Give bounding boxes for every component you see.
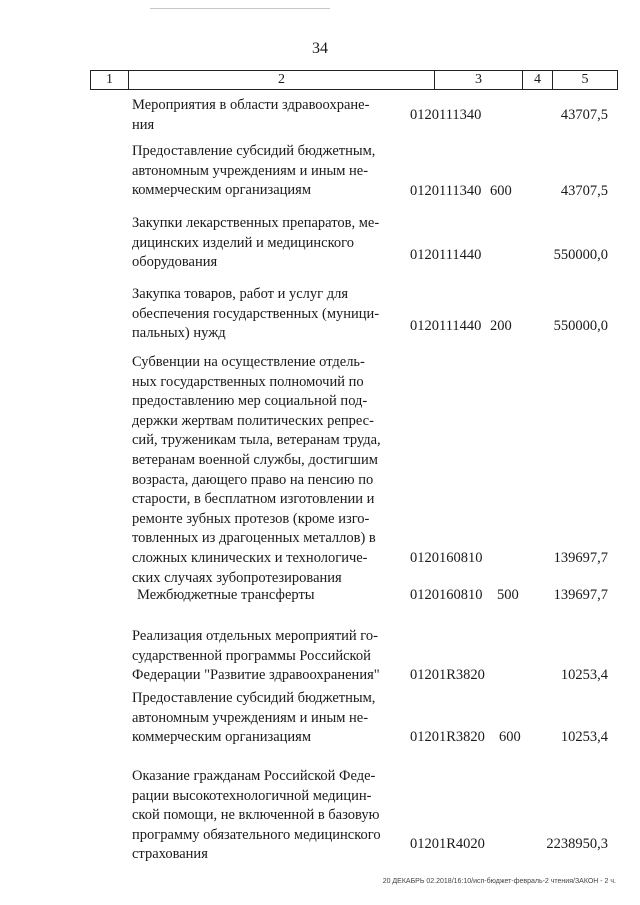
row-code: 01201R3820 — [410, 729, 485, 745]
page-number: 34 — [312, 40, 328, 57]
row-name: Предоставление субсидий бюджетным, автономным учреждениям и иным не- коммерческим организациям — [132, 143, 376, 199]
row-name: Межбюджетные трансферты — [137, 587, 315, 603]
row-amount: 139697,7 — [553, 587, 608, 603]
column-header-row — [90, 70, 618, 90]
row-name: Закупки лекарственных препаратов, ме- дицинских изделий и медицинского оборудования — [132, 215, 380, 271]
row-code: 0120160810 — [410, 587, 483, 603]
row-amount: 10253,4 — [560, 729, 608, 745]
row-amount: 550000,0 — [553, 247, 608, 263]
row-name: Мероприятия в области здравоохране- ния — [132, 97, 370, 133]
row-name: Реализация отдельных мероприятий го- сударственной программы Российской Федерации "Развитие здравоохранения" — [132, 628, 380, 684]
row-amount: 43707,5 — [560, 107, 608, 123]
column-header-4: 4 — [523, 71, 553, 89]
row-name: Субвенции на осуществление отдель- ных государственных полномочий по предоставлению мер социальной под- держки жертвам политических репрес- сий, труженикам тыла, ветеранам труда, ветеранам военной службы, достигшим возраста, дающего право на пенсию по старости, в бесплатном изготовлении и ремонте зубных протезов (кроме изго- товленных из драгоценных металлов) в сложных клинических и технологиче- ских случаях зубопротезирования — [132, 354, 381, 586]
row-expense-type: 200 — [490, 318, 512, 334]
row-expense-type: 500 — [497, 587, 519, 603]
document-footer: 20 ДЕКАБРЬ 02.2018/16:10/исп-бюджет-февраль-2 чтения/ЗАКОН - 2 ч. — [382, 878, 616, 885]
row-code: 0120111340 — [410, 107, 482, 123]
row-name: Предоставление субсидий бюджетным, автономным учреждениям и иным не- коммерческим организациям — [132, 690, 376, 746]
row-code: 0120111440 — [410, 247, 482, 263]
row-amount: 550000,0 — [553, 318, 608, 334]
row-code: 01201R4020 — [410, 836, 485, 852]
row-amount: 43707,5 — [560, 183, 608, 199]
row-code: 01201R3820 — [410, 667, 485, 683]
row-amount: 2238950,3 — [546, 836, 608, 852]
row-name: Закупка товаров, работ и услуг для обеспечения государственных (муници- пальных) нужд — [132, 286, 380, 342]
row-name: Оказание гражданам Российской Феде- рации высокотехнологичной медицин- ской помощи, не включенной в базовую программу обязательного медицинского страхования — [132, 768, 381, 863]
row-code: 0120111440 — [410, 318, 482, 334]
column-header-3: 3 — [435, 71, 523, 89]
row-expense-type: 600 — [490, 183, 512, 199]
column-header-1: 1 — [91, 71, 129, 89]
column-header-2: 2 — [129, 71, 435, 89]
row-code: 0120160810 — [410, 550, 483, 566]
row-amount: 139697,7 — [553, 550, 608, 566]
column-header-5: 5 — [581, 72, 589, 87]
scan-artifact-line — [150, 8, 330, 9]
row-amount: 10253,4 — [560, 667, 608, 683]
row-code: 0120111340 — [410, 183, 482, 199]
row-expense-type: 600 — [499, 729, 521, 745]
